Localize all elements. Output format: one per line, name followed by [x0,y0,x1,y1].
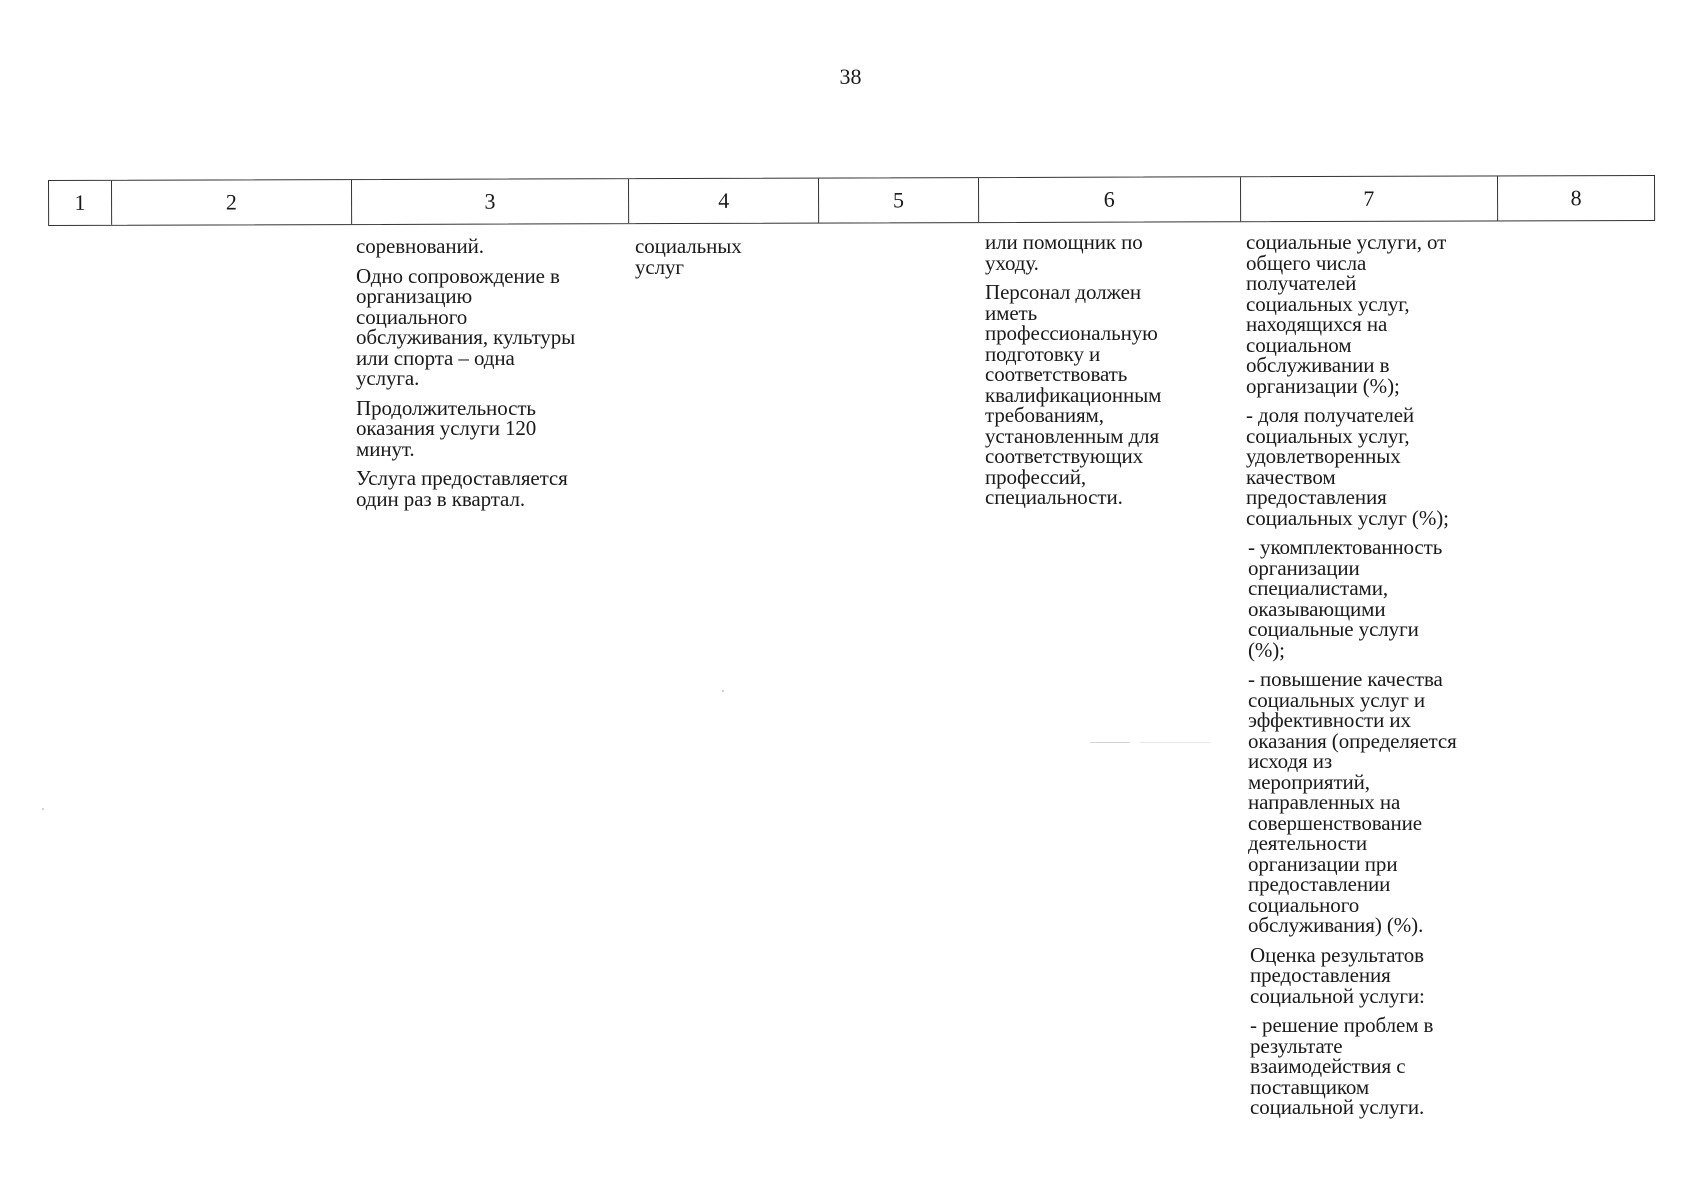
scan-speck [1090,742,1130,743]
col6-paragraph-2: Персонал должен иметь профессиональную подготовку и соответствовать квалификационным требованиям, установленным для соответствующих профессий, специальности. [985,280,1162,509]
header-cell-4: 4 [629,179,819,224]
col7-paragraph-4: - повышение качества социальных услуг и эффективности их оказания (определяется исходя из мероприятий, направленных на совершенствование деятельности организации при предоставлении социального обслуживания) (%). [1248,667,1457,937]
table-header-row [48,175,1655,226]
header-cell-8: 8 [1570,185,1582,211]
column-3-text [356,236,626,518]
page-number: 38 [839,64,862,89]
col7-paragraph-3: - укомплектованность организации специалистами, оказывающими социальные услуги (%); [1248,535,1443,662]
column-7-text [1246,232,1511,1127]
col3-paragraph-4: Услуга предоставляется один раз в квартал. [356,466,568,511]
col3-paragraph-1: соревнований. [356,234,484,258]
header-cell-5: 5 [819,178,979,223]
col7-paragraph-6: - решение проблем в результате взаимодействия с поставщиком социальной услуги. [1250,1013,1434,1119]
header-cell-6: 6 [979,177,1241,222]
col3-paragraph-2: Одно сопровождение в организацию социального обслуживания, культуры или спорта – одна услуга. [356,263,576,390]
column-4-text [635,236,805,286]
col6-paragraph-1: или помощник по уходу. [985,230,1143,275]
scan-speck [722,690,724,692]
scan-speck [42,808,44,810]
header-cell-2: 2 [112,180,352,225]
col7-paragraph-1: социальные услуги, от общего числа получателей социальных услуг, находящихся на социальном обслуживании в организации (%); [1246,230,1447,398]
header-cell-1: 1 [49,181,112,225]
column-6-text [985,232,1245,517]
header-cell-7: 7 [1241,176,1499,221]
col7-paragraph-5: Оценка результатов предоставления социальной услуги: [1250,942,1425,1008]
col7-paragraph-2: - доля получателей социальных услуг, удовлетворенных качеством предоставления социальных услуг (%); [1246,403,1449,530]
col3-paragraph-3: Продолжительность оказания услуги 120 минут. [356,395,537,461]
scan-speck [1140,742,1210,743]
col4-paragraph-1: социальных услуг [635,234,742,279]
header-cell-3: 3 [352,179,630,224]
